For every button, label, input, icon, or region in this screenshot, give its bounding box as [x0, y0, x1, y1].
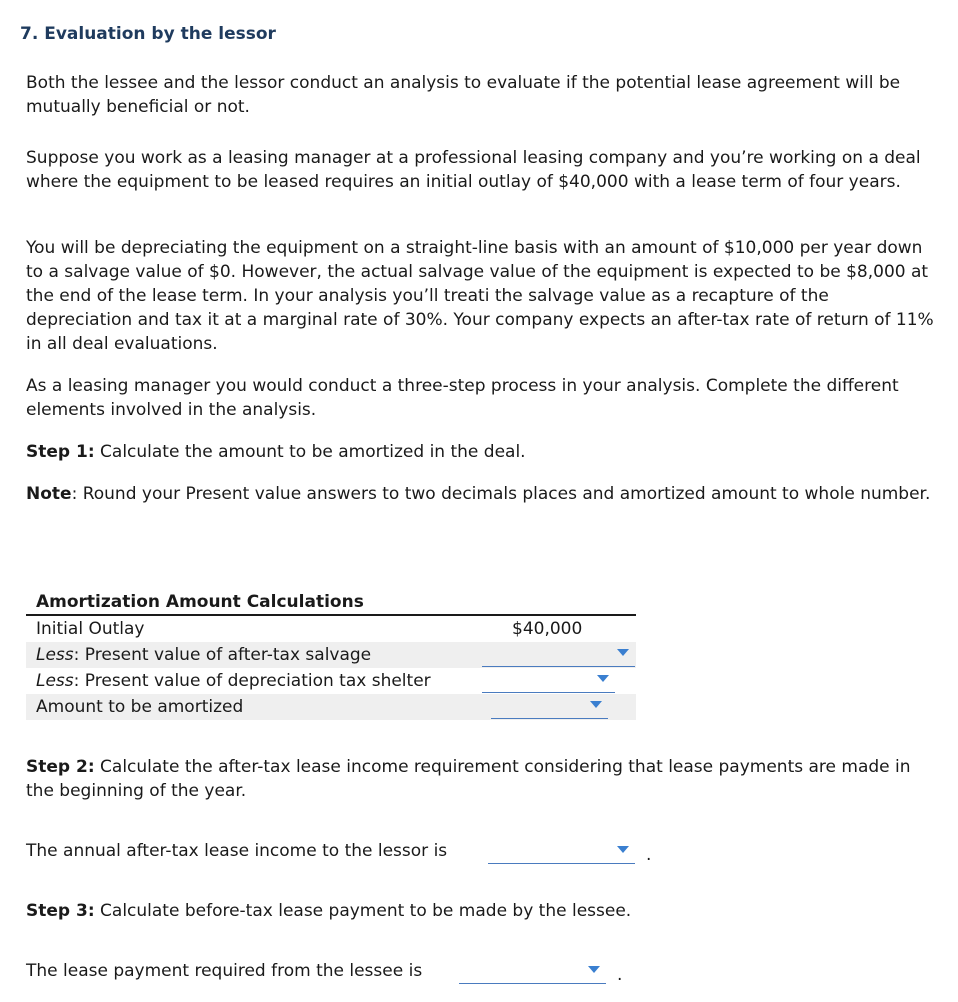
initial-outlay-label: Initial Outlay: [36, 619, 145, 639]
note-text: : Round your Present value answers to two decimals places and amortized amount to whole number.: [71, 484, 931, 504]
note-label: Note: [26, 484, 72, 504]
table-row-initial-outlay: [26, 616, 636, 642]
process-paragraph: As a leasing manager you would conduct a three-step process in your analysis. Complete the different elements involved in the analysis.: [26, 376, 899, 420]
pv-tax-shelter-dropdown[interactable]: [482, 670, 615, 693]
amortization-table: [26, 590, 636, 720]
initial-outlay-value: $40,000: [512, 619, 583, 639]
chevron-down-icon: [617, 649, 629, 656]
pv-tax-shelter-text: : Present value of depreciation tax shelter: [73, 671, 431, 691]
lease-payment-period: .: [617, 965, 623, 985]
step1-instruction: [26, 440, 936, 464]
step3-text: Calculate before-tax lease payment to be made by the lessee.: [94, 901, 632, 921]
step3-label: Step 3:: [26, 901, 95, 921]
chevron-down-icon: [617, 846, 629, 853]
after-tax-income-period: .: [646, 845, 652, 865]
table-row-pv-tax-shelter: [26, 668, 636, 694]
pv-salvage-text: : Present value of after-tax salvage: [73, 645, 372, 665]
table-title: Amortization Amount Calculations: [26, 590, 636, 616]
chevron-down-icon: [590, 701, 602, 708]
step1-label: Step 1:: [26, 442, 95, 462]
pv-salvage-label: [36, 645, 371, 665]
lease-payment-question: The lease payment required from the lessee is: [26, 961, 423, 981]
table-row-amount-amortized: [26, 694, 636, 720]
scenario-paragraph: Suppose you work as a leasing manager at a professional leasing company and you’re working on a deal where the equipment to be leased requires an initial outlay of $40,000 with a lease term of four years.: [26, 148, 921, 192]
section-heading: 7. Evaluation by the lessor: [20, 24, 276, 44]
step2-label: Step 2:: [26, 757, 95, 777]
depreciation-paragraph: You will be depreciating the equipment on a straight-line basis with an amount of $10,000 per year down to a salvage value of $0. However, the actual salvage value of the equipment is expected to be $8,000 at the end of the lease term. In your analysis you’ll treati the salvage value as a recapture of the depreciation and tax it at a marginal rate of 30%. Your company expects an after-tax rate of return of 11% in all deal evaluations.: [26, 238, 934, 354]
pv-tax-shelter-less: Less: [36, 671, 74, 691]
rounding-note: [26, 482, 936, 506]
pv-salvage-dropdown[interactable]: [482, 644, 635, 667]
amount-amortized-dropdown[interactable]: [491, 696, 608, 719]
pv-tax-shelter-label: [36, 671, 431, 691]
step2-text: Calculate the after-tax lease income requirement considering that lease payments are made in the beginning of the year.: [26, 757, 911, 801]
after-tax-income-dropdown[interactable]: [488, 841, 635, 864]
step3-instruction: [26, 899, 936, 923]
step2-instruction: [26, 755, 936, 803]
table-row-pv-salvage: [26, 642, 636, 668]
pv-salvage-less: Less: [36, 645, 74, 665]
amount-amortized-label: Amount to be amortized: [36, 697, 244, 717]
chevron-down-icon: [588, 966, 600, 973]
chevron-down-icon: [597, 675, 609, 682]
intro-paragraph: Both the lessee and the lessor conduct an analysis to evaluate if the potential lease agreement will be mutually beneficial or not.: [26, 73, 901, 117]
lease-payment-dropdown[interactable]: [459, 961, 606, 984]
step1-text: Calculate the amount to be amortized in the deal.: [94, 442, 526, 462]
after-tax-income-question: The annual after-tax lease income to the lessor is: [26, 841, 448, 861]
